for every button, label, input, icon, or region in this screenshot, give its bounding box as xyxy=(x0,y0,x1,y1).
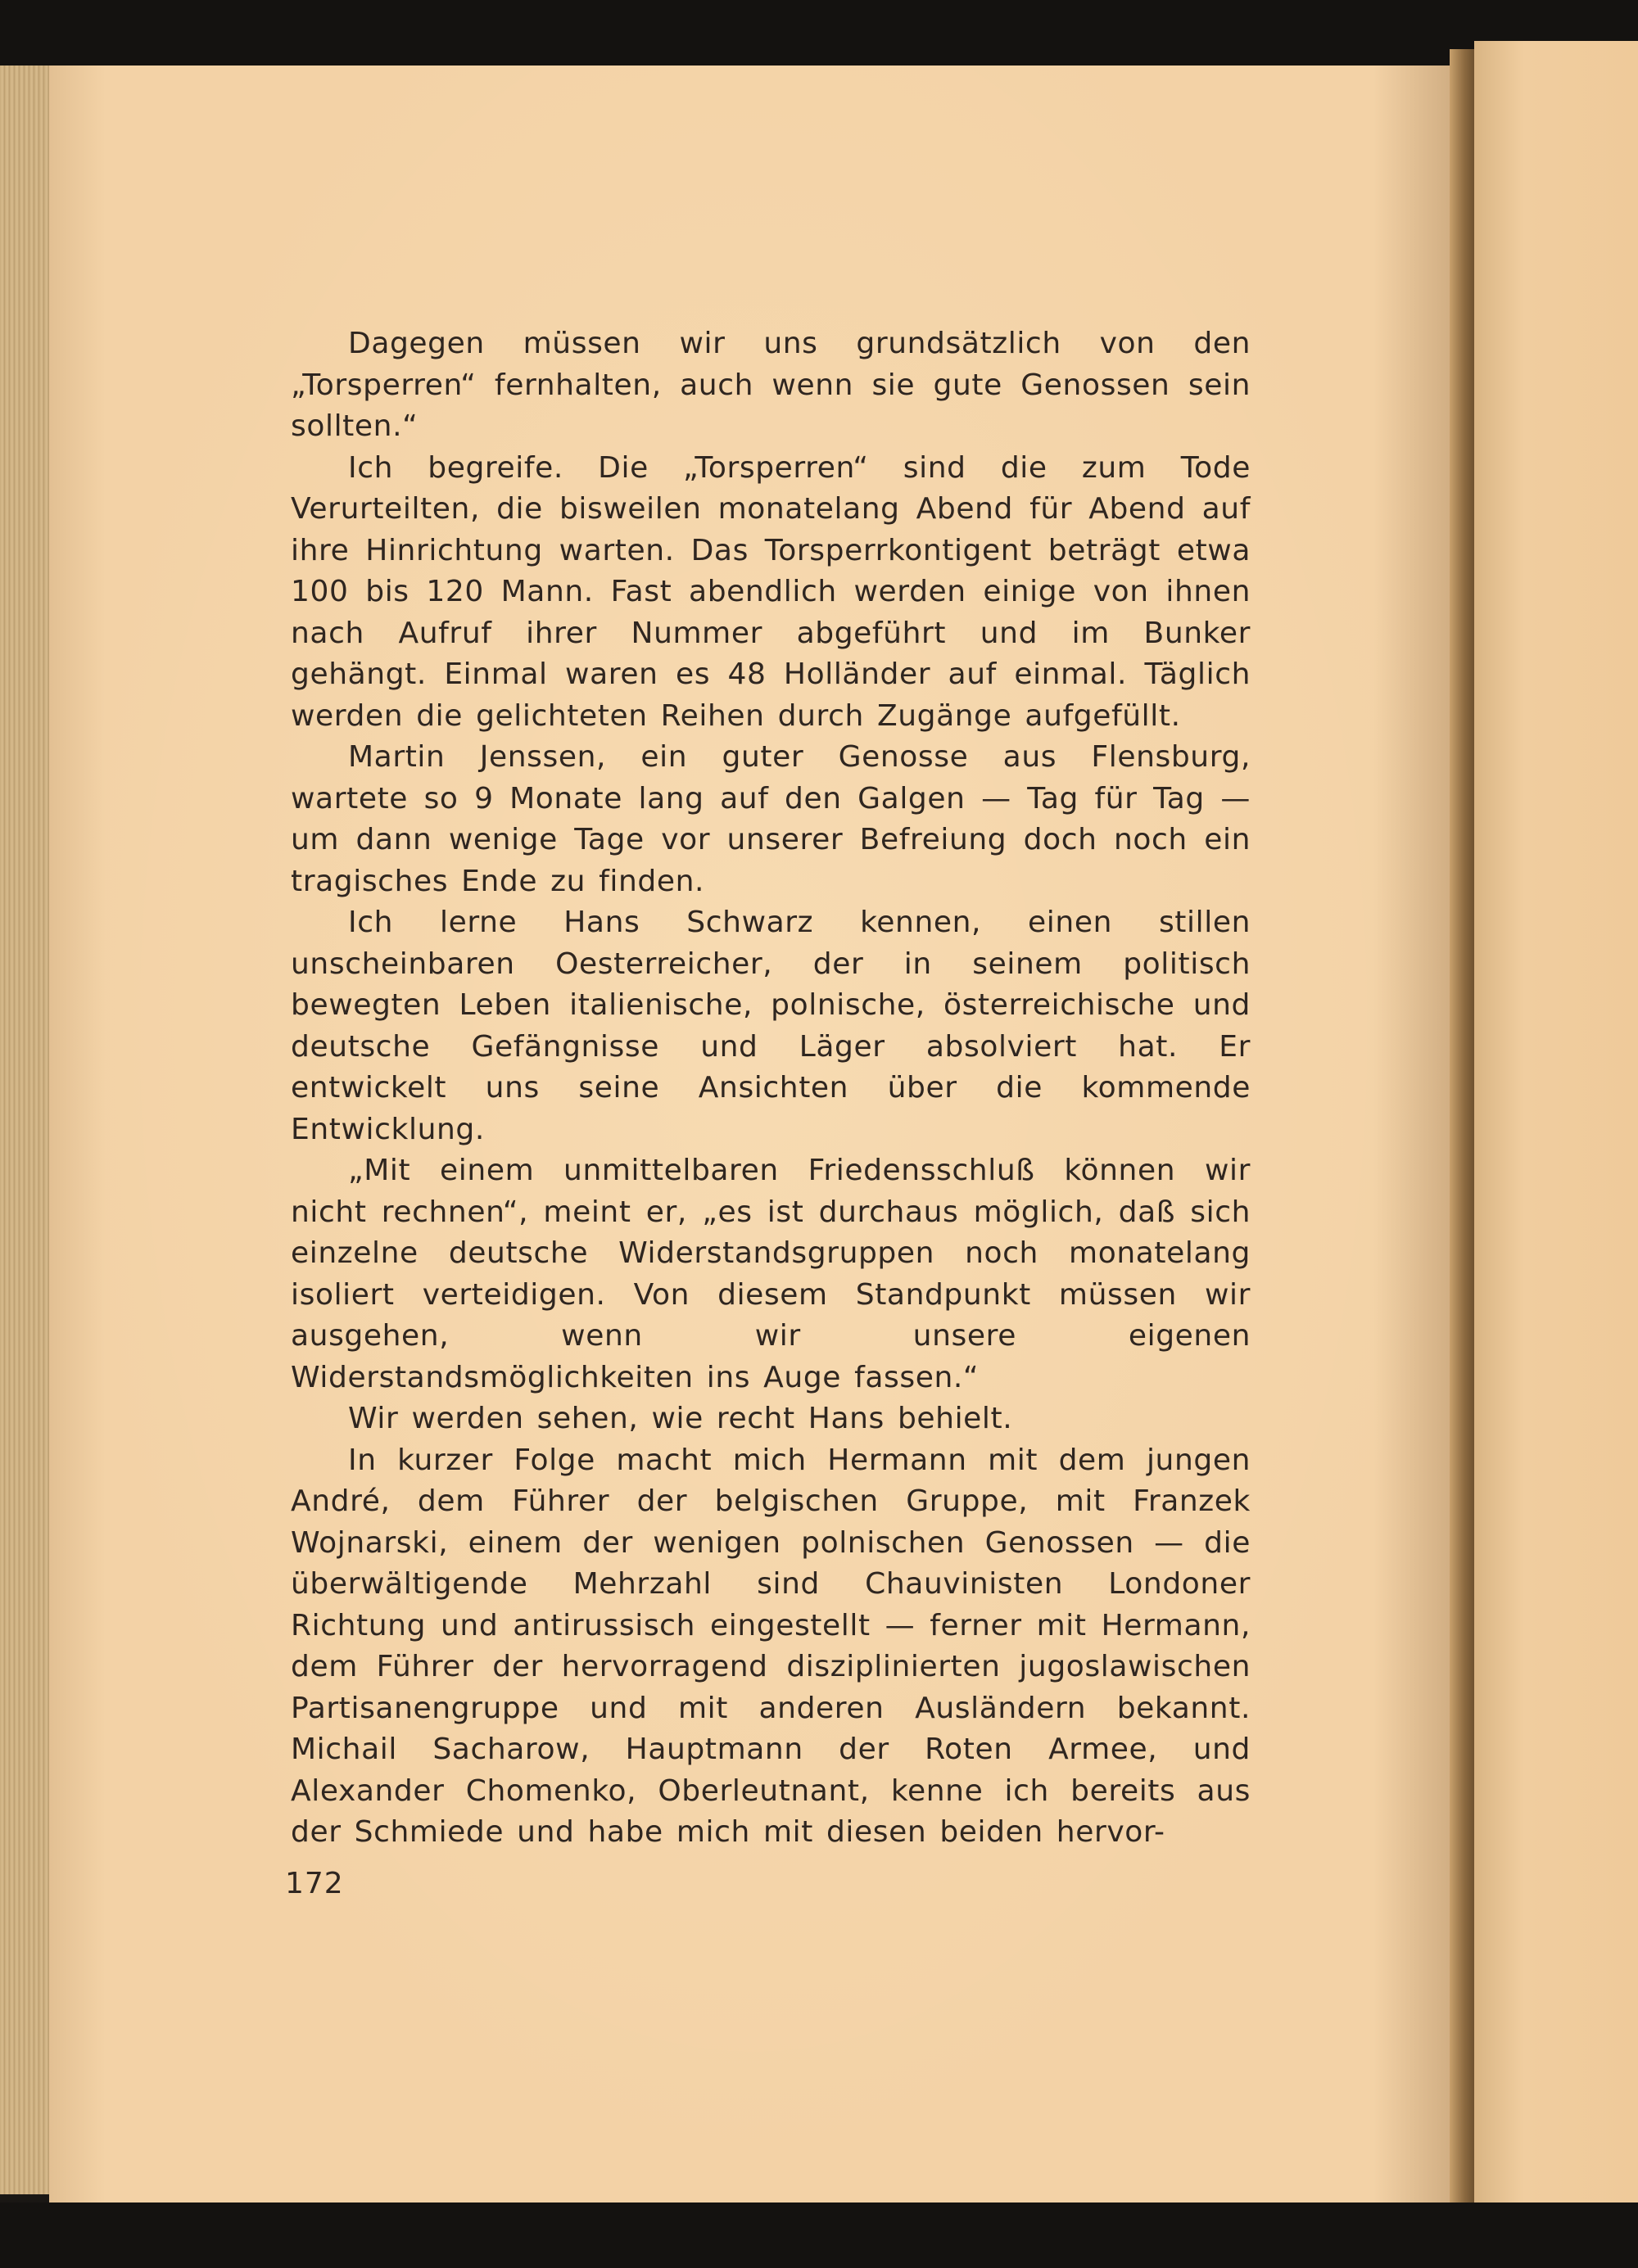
scan-top-border xyxy=(0,0,1638,66)
facing-page-edge xyxy=(1474,41,1638,2219)
scan-bottom-border xyxy=(0,2202,1638,2268)
book-gutter xyxy=(1450,49,1474,2211)
body-text xyxy=(291,323,1251,1854)
paragraph: Martin Jenssen, ein guter Genosse aus Flensburg, wartete so 9 Monate lang auf den Galgen — Tag für Tag — um dann wenige Tage vor unserer Befreiung doch noch ein tragisches Ende zu finden. xyxy=(291,740,1251,898)
paragraph: Wir werden sehen, wie recht Hans behielt. xyxy=(348,1402,1013,1435)
paragraph: Dagegen müssen wir uns grundsätzlich von den „Torsperren“ fernhalten, auch wenn sie gute Genossen sein sollten.“ xyxy=(291,327,1251,443)
paragraph: Ich lerne Hans Schwarz kennen, einen stillen unscheinbaren Oesterreicher, der in seinem politisch bewegten Leben italienische, polnische, österreichische und deutsche Gefängnisse und Läger absolviert hat. Er entwickelt uns seine Ansichten über die kommende Entwicklung. xyxy=(291,906,1251,1146)
page-stack-edge xyxy=(0,66,49,2194)
page-number: 172 xyxy=(285,1867,344,1900)
paragraph: Ich begreife. Die „Torsperren“ sind die zum Tode Verurteilten, die bisweilen monatelang Abend für Abend auf ihre Hinrichtung warten. Das Torsperrkontigent beträgt etwa 100 bis 120 Mann. Fast abendlich werden einige von ihnen nach Aufruf ihrer Nummer abgeführt und im Bunker gehängt. Einmal waren es 48 Holländer auf einmal. Täglich werden die gelichteten Reihen durch Zugänge aufgefüllt. xyxy=(291,450,1251,733)
paragraph: „Mit einem unmittelbaren Friedensschluß können wir nicht rechnen“, meint er, „es ist durchaus möglich, daß sich einzelne deutsche Widerstandsgruppen noch monatelang isoliert verteidigen. Von diesem Standpunkt müssen wir ausgehen, wenn wir unsere eigenen Widerstandsmöglichkeiten ins Auge fassen.“ xyxy=(291,1154,1251,1394)
paragraph: In kurzer Folge macht mich Hermann mit dem jungen André, dem Führer der belgischen Gruppe, mit Franzek Wojnarski, einem der wenigen polnischen Genossen — die überwältigende Mehrzahl sind Chauvinisten Londoner Richtung und antirussisch eingestellt — ferner mit Hermann, dem Führer der hervorragend disziplinierten jugoslawischen Partisanengruppe und mit anderen Ausländern bekannt. Michail Sacharow, Hauptmann der Roten Armee, und Alexander Chomenko, Oberleutnant, kenne ich bereits aus der Schmiede und habe mich mit diesen beiden hervor- xyxy=(291,1443,1251,1849)
